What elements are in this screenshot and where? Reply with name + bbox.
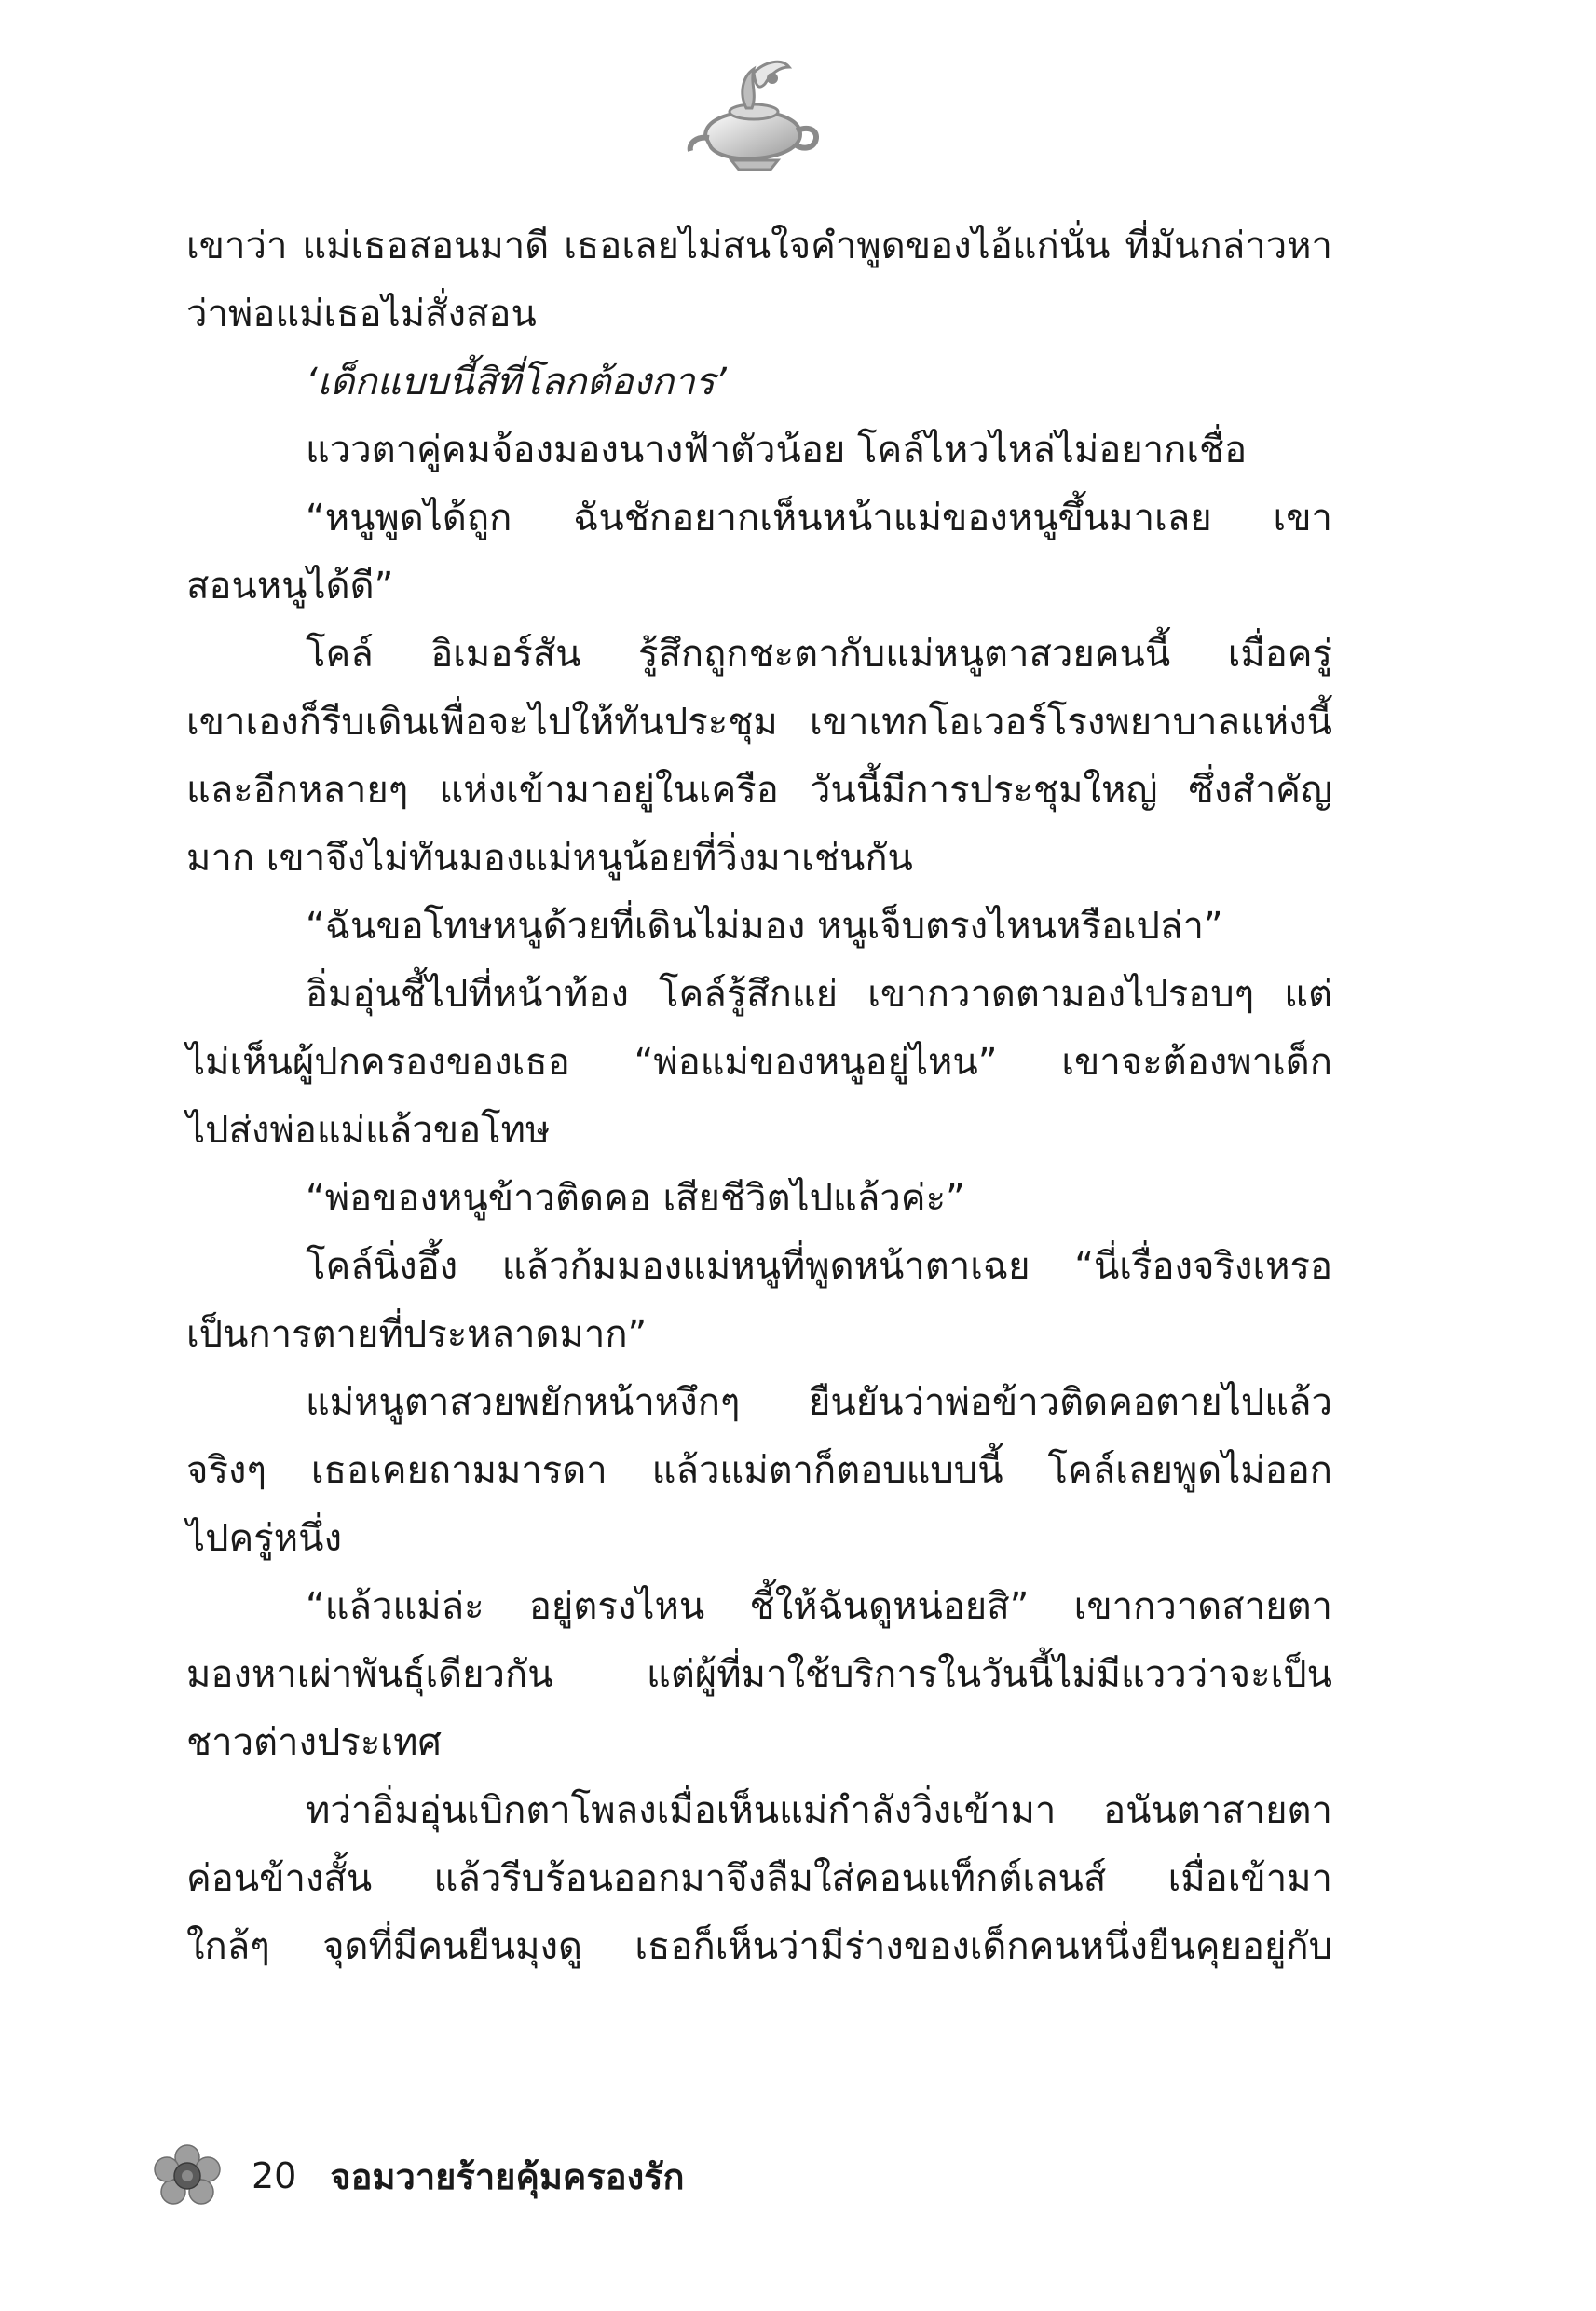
- text-line: ชาวต่างประเทศ: [186, 1721, 442, 1764]
- lamp-emblem-icon: [685, 47, 825, 177]
- text-line: เป็นการตายที่ประหลาดมาก”: [186, 1313, 648, 1356]
- text-line: แม่หนูตาสวยพยักหน้าหงึกๆ ยืนยันว่าพ่อข้าวติดคอตายไปแล้ว: [306, 1381, 1332, 1424]
- text-line: ทว่าอิ่มอุ่นเบิกตาโพลงเมื่อเห็นแม่กำลังวิ่งเข้ามา อนันตาสายตา: [306, 1789, 1332, 1832]
- text-line: โคล์ อิเมอร์สัน รู้สึกถูกชะตากับแม่หนูตาสวยคนนี้ เมื่อครู่: [306, 633, 1332, 676]
- text-line: เขาว่า แม่เธอสอนมาดี เธอเลยไม่สนใจคำพูดของไอ้แก่นั่น ที่มันกล่าวหา: [186, 225, 1332, 267]
- text-line: จริงๆ เธอเคยถามมารดา แล้วแม่ตาก็ตอบแบบนี้ โคล์เลยพูดไม่ออก: [186, 1449, 1332, 1492]
- text-line: มาก เขาจึงไม่ทันมองแม่หนูน้อยที่วิ่งมาเช่นกัน: [186, 837, 913, 880]
- text-line: เขาเองก็รีบเดินเพื่อจะไปให้ทันประชุม เขาเทกโอเวอร์โรงพยาบาลแห่งนี้: [186, 701, 1332, 744]
- text-line: และอีกหลายๆ แห่งเข้ามาอยู่ในเครือ วันนี้มีการประชุมใหญ่ ซึ่งสำคัญ: [186, 769, 1332, 812]
- page-number: 20: [252, 2155, 297, 2196]
- text-line: ใกล้ๆ จุดที่มีคนยืนมุงดู เธอก็เห็นว่ามีร่างของเด็กคนหนึ่งยืนคุยอยู่กับ: [186, 1925, 1332, 1968]
- text-line: “ฉันขอโทษหนูด้วยที่เดินไม่มอง หนูเจ็บตรงไหนหรือเปล่า”: [306, 905, 1223, 948]
- text-line: ไปครู่หนึ่ง: [186, 1517, 342, 1560]
- page-footer: [149, 2139, 685, 2213]
- flower-ornament-icon: [149, 2143, 225, 2208]
- text-line: อิ่มอุ่นชี้ไปที่หน้าท้อง โคล์รู้สึกแย่ เขากวาดตามองไปรอบๆ แต่: [306, 973, 1332, 1016]
- text-line: “หนูพูดได้ถูก ฉันชักอยากเห็นหน้าแม่ของหนูขึ้นมาเลย เขา: [306, 497, 1332, 540]
- book-title: จอมวายร้ายคุ้มครองรัก: [330, 2155, 685, 2197]
- text-line: “พ่อของหนูข้าวติดคอ เสียชีวิตไปแล้วค่ะ”: [306, 1177, 965, 1220]
- body-text: [186, 212, 1332, 1981]
- text-line: สอนหนูได้ดี”: [186, 565, 394, 608]
- text-line: ‘เด็กแบบนี้สิที่โลกต้องการ’: [306, 361, 727, 403]
- text-line: ไปส่งพ่อแม่แล้วขอโทษ: [186, 1109, 551, 1152]
- text-line: มองหาเผ่าพันธุ์เดียวกัน แต่ผู้ที่มาใช้บริการในวันนี้ไม่มีแววว่าจะเป็น: [186, 1653, 1332, 1696]
- text-line: ไม่เห็นผู้ปกครองของเธอ “พ่อแม่ของหนูอยู่ไหน” เขาจะต้องพาเด็ก: [186, 1041, 1332, 1084]
- text-line: โคล์นิ่งอึ้ง แล้วก้มมองแม่หนูที่พูดหน้าตาเฉย “นี่เรื่องจริงเหรอ: [306, 1245, 1332, 1288]
- text-line: ว่าพ่อแม่เธอไม่สั่งสอน: [186, 293, 537, 335]
- text-line: แววตาคู่คมจ้องมองนางฟ้าตัวน้อย โคล์ไหวไหล่ไม่อยากเชื่อ: [306, 429, 1248, 472]
- text-line: “แล้วแม่ล่ะ อยู่ตรงไหน ชี้ให้ฉันดูหน่อยสิ” เขากวาดสายตา: [306, 1585, 1332, 1628]
- text-line: ค่อนข้างสั้น แล้วรีบร้อนออกมาจึงลืมใส่คอนแท็กต์เลนส์ เมื่อเข้ามา: [186, 1857, 1332, 1900]
